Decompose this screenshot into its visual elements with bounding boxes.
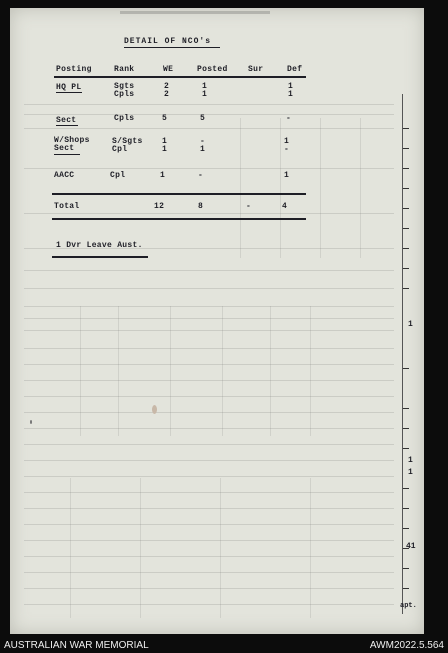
header-rule — [54, 76, 306, 78]
row-we: 1 — [162, 137, 168, 146]
row-posting: AACC — [54, 171, 75, 180]
row-posted: - — [198, 171, 204, 180]
row-we: 2 — [164, 82, 170, 91]
header-def: Def — [287, 65, 303, 74]
margin-number: 1 — [408, 456, 413, 465]
row-rank: S/Sgts — [112, 137, 143, 146]
header-sur: Sur — [248, 65, 264, 74]
row-def: 1 — [284, 171, 290, 180]
header-posting: Posting — [56, 65, 92, 74]
stain — [30, 420, 32, 424]
row-def: 1 — [288, 90, 294, 99]
note-rule — [52, 256, 148, 258]
margin-number: 1 — [408, 320, 413, 329]
row-posted: 5 — [200, 114, 206, 123]
total-def: 4 — [282, 202, 288, 211]
row-posted: - — [200, 137, 206, 146]
margin-number: 1 — [408, 468, 413, 477]
row-we: 5 — [162, 114, 168, 123]
footer-left: AUSTRALIAN WAR MEMORIAL — [4, 640, 149, 651]
margin-rule — [402, 94, 403, 614]
total-posted: 8 — [198, 202, 204, 211]
row-rank: Cpls — [114, 114, 135, 123]
row-def: 1 — [288, 82, 294, 91]
row-posted: 1 — [202, 82, 208, 91]
row-posting: W/Shops Sect — [54, 136, 90, 153]
header-rank: Rank — [114, 65, 135, 74]
margin-number: 41 — [406, 542, 416, 551]
bottom-right-note: apt. — [400, 602, 417, 610]
row-we: 2 — [164, 90, 170, 99]
row-posted: 1 — [202, 90, 208, 99]
row-posting: Sect — [56, 116, 77, 125]
row-rank: Sgts — [114, 82, 135, 91]
ghost-heading: ▬▬▬▬▬▬▬▬▬▬▬▬▬▬▬ — [120, 8, 270, 17]
stain — [152, 405, 157, 414]
archive-footer — [0, 639, 448, 653]
footer-right: AWM2022.5.564 — [369, 640, 444, 651]
total-rule-bottom — [52, 218, 306, 220]
total-we: 12 — [154, 202, 165, 211]
total-rule-top — [52, 193, 306, 195]
row-rank: Cpl — [112, 145, 128, 154]
row-we: 1 — [160, 171, 166, 180]
row-posted: 1 — [200, 145, 206, 154]
total-sur: - — [246, 202, 252, 211]
row-posting: HQ PL — [56, 83, 82, 92]
row-rank: Cpl — [110, 171, 126, 180]
document-page — [10, 8, 424, 634]
total-label: Total — [54, 202, 80, 211]
row-def: - — [286, 114, 292, 123]
document-title: DETAIL OF NCO's — [124, 37, 212, 46]
row-we: 1 — [162, 145, 168, 154]
note: 1 Dvr Leave Aust. — [56, 241, 143, 250]
row-def: - — [284, 145, 290, 154]
header-we: WE — [163, 65, 174, 74]
row-rank: Cpls — [114, 90, 135, 99]
header-posted: Posted — [197, 65, 228, 74]
row-def: 1 — [284, 137, 290, 146]
